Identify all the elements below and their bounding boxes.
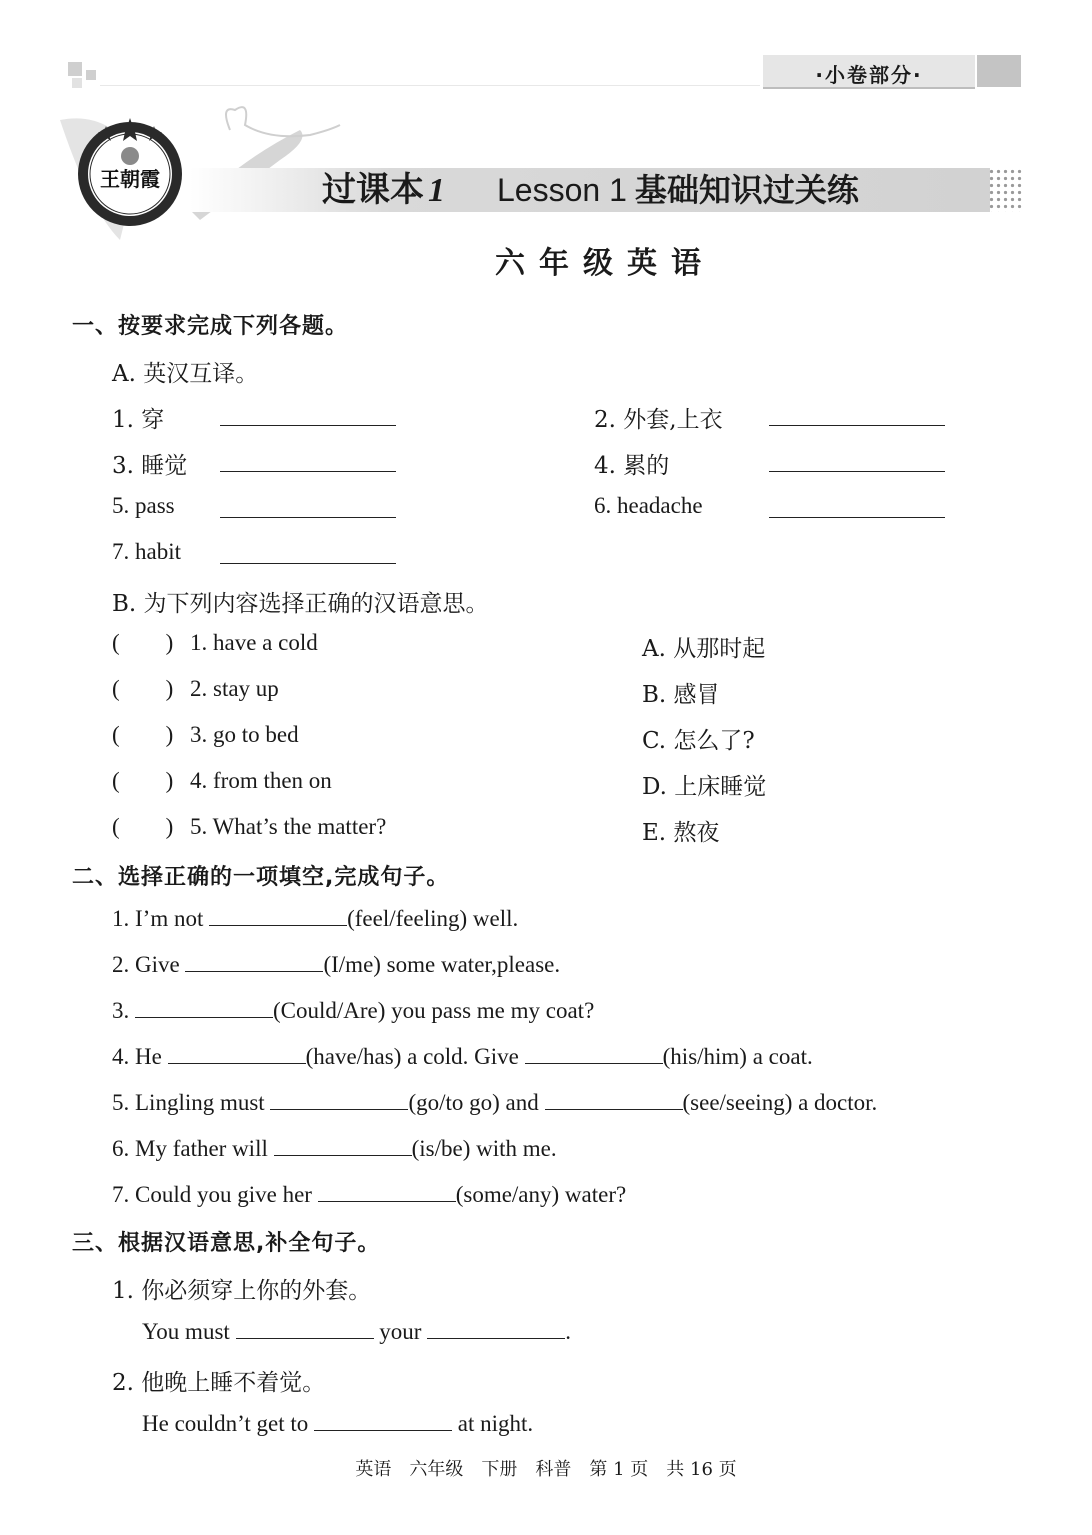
footer-edition: 科普 bbox=[535, 1459, 572, 1480]
q1-english: You must your . bbox=[142, 1319, 571, 1344]
answer-blank[interactable] bbox=[769, 497, 945, 518]
sentence-2: 2. Give (I/me) some water,please. bbox=[112, 952, 561, 977]
section-tag-label: ·小卷部分· bbox=[815, 63, 923, 87]
brand-logo bbox=[74, 116, 186, 228]
part1-heading: 一、按要求完成下列各题。 bbox=[72, 314, 349, 339]
b-option-c: C. 怎么了? bbox=[642, 728, 755, 754]
svg-text:王朝霞: 王朝霞 bbox=[100, 167, 160, 191]
title-suffix: 基础知识过关练 bbox=[634, 171, 859, 209]
answer-blank[interactable] bbox=[220, 497, 396, 518]
sentence-5: 5. Lingling must (go/to go) and (see/seeing) a doctor. bbox=[112, 1090, 878, 1115]
b-item-5: ( ) 5. What’s the matter? bbox=[112, 814, 387, 839]
q2-english: He couldn’t get to at night. bbox=[142, 1411, 534, 1436]
a-item-1: 1. 穿 bbox=[112, 407, 165, 433]
answer-paren[interactable]: ( ) bbox=[112, 676, 174, 701]
answer-blank[interactable] bbox=[220, 451, 396, 472]
part3-heading: 三、根据汉语意思,补全句子。 bbox=[72, 1231, 381, 1256]
sentence-7: 7. Could you give her (some/any) water? bbox=[112, 1182, 627, 1207]
answer-blank[interactable] bbox=[220, 543, 396, 564]
a-item-2: 2. 外套,上衣 bbox=[594, 407, 723, 433]
answer-blank[interactable] bbox=[545, 1089, 683, 1110]
footer-volume: 下册 bbox=[481, 1459, 518, 1480]
b-item-4: ( ) 4. from then on bbox=[112, 768, 332, 793]
answer-blank[interactable] bbox=[168, 1043, 306, 1064]
answer-blank[interactable] bbox=[274, 1135, 412, 1156]
title-lesson: Lesson 1 bbox=[497, 172, 627, 208]
corner-decoration bbox=[68, 62, 82, 76]
page-footer bbox=[0, 1455, 1092, 1481]
b-option-e: E. 熬夜 bbox=[642, 820, 720, 846]
answer-paren[interactable]: ( ) bbox=[112, 722, 174, 747]
sentence-6: 6. My father will (is/be) with me. bbox=[112, 1136, 557, 1161]
page-title bbox=[322, 168, 859, 213]
sentence-3: 3. (Could/Are) you pass me my coat? bbox=[112, 998, 595, 1023]
sentence-4: 4. He (have/has) a cold. Give (his/him) a coat. bbox=[112, 1044, 813, 1069]
footer-subject: 英语 bbox=[355, 1459, 392, 1480]
b-item-3: ( ) 3. go to bed bbox=[112, 722, 299, 747]
q2-chinese: 2. 他晚上睡不着觉。 bbox=[112, 1370, 326, 1396]
a-item-7: 7. habit bbox=[112, 539, 181, 564]
section-tag bbox=[763, 55, 1021, 87]
answer-blank[interactable] bbox=[314, 1410, 452, 1431]
answer-blank[interactable] bbox=[769, 405, 945, 426]
answer-blank[interactable] bbox=[769, 451, 945, 472]
answer-blank[interactable] bbox=[427, 1318, 565, 1339]
corner-decoration bbox=[72, 78, 82, 88]
sentence-1: 1. I’m not (feel/feeling) well. bbox=[112, 906, 519, 931]
answer-paren[interactable]: ( ) bbox=[112, 630, 174, 655]
part2-heading: 二、选择正确的一项填空,完成句子。 bbox=[72, 865, 450, 890]
a-item-4: 4. 累的 bbox=[594, 453, 670, 479]
answer-blank[interactable] bbox=[135, 997, 273, 1018]
title-number: 1 bbox=[428, 172, 445, 209]
b-item-1: ( ) 1. have a cold bbox=[112, 630, 318, 655]
title-prefix: 过课本 bbox=[322, 170, 424, 210]
b-item-2: ( ) 2. stay up bbox=[112, 676, 279, 701]
dot-pattern bbox=[988, 168, 1024, 212]
answer-blank[interactable] bbox=[209, 905, 347, 926]
part1-a-heading: A. 英汉互译。 bbox=[112, 361, 259, 387]
footer-total: 共 16 页 bbox=[666, 1459, 737, 1480]
answer-blank[interactable] bbox=[185, 951, 323, 972]
corner-decoration bbox=[86, 70, 96, 80]
a-item-6: 6. headache bbox=[594, 493, 703, 518]
answer-blank[interactable] bbox=[220, 405, 396, 426]
footer-grade: 六年级 bbox=[409, 1459, 464, 1480]
answer-blank[interactable] bbox=[236, 1318, 374, 1339]
footer-page: 第 1 页 bbox=[589, 1459, 649, 1480]
answer-paren[interactable]: ( ) bbox=[112, 768, 174, 793]
answer-paren[interactable]: ( ) bbox=[112, 814, 174, 839]
part1-b-heading: B. 为下列内容选择正确的汉语意思。 bbox=[112, 591, 489, 617]
answer-blank[interactable] bbox=[318, 1181, 456, 1202]
a-item-3: 3. 睡觉 bbox=[112, 453, 188, 479]
b-option-d: D. 上床睡觉 bbox=[642, 774, 767, 800]
answer-blank[interactable] bbox=[270, 1089, 408, 1110]
q1-chinese: 1. 你必须穿上你的外套。 bbox=[112, 1278, 372, 1304]
subtitle: 六年级英语 bbox=[495, 246, 715, 281]
b-option-b: B. 感冒 bbox=[642, 682, 720, 708]
answer-blank[interactable] bbox=[525, 1043, 663, 1064]
header-rule bbox=[100, 85, 760, 86]
a-item-5: 5. pass bbox=[112, 493, 175, 518]
b-option-a: A. 从那时起 bbox=[642, 636, 766, 662]
